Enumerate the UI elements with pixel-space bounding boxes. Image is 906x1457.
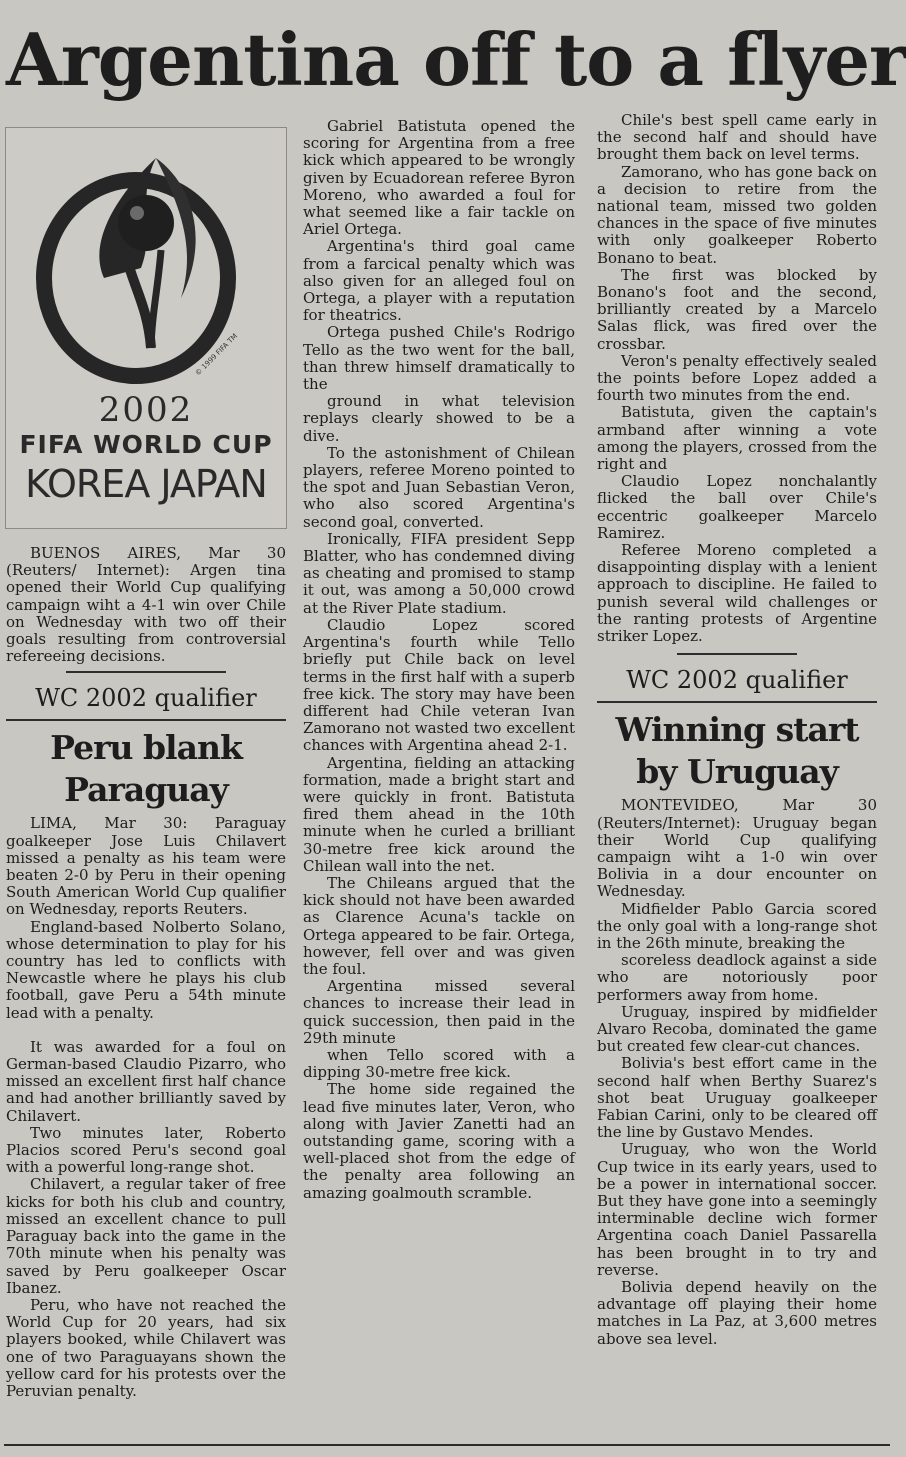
logo-name: FIFA WORLD CUP bbox=[19, 430, 273, 459]
peru-paragraph: Chilavert, a regular taker of free kicks for both his club and country, missed an excellent chance to pull Paraguay back into the game in the 70th minute when his penalty was saved by Peru goalkeeper Oscar Ibanez. bbox=[6, 1175, 286, 1297]
divider bbox=[597, 701, 877, 703]
peru-paragraph: It was awarded for a foul on German-based Claudio Pizarro, who missed an excellent first half chance and had another brilliantly saved by Chilavert. bbox=[6, 1037, 286, 1125]
world-cup-logo bbox=[5, 127, 287, 529]
main-story-paragraph: ground in what television replays clearly showed to be a dive. bbox=[303, 392, 575, 445]
main-story-paragraph: Gabriel Batistuta opened the scoring for Argentina from a free kick which appeared to be wrongly given by Ecuadorean referee Byron Moreno, who awarded a foul for what seemed like a fair tackle on Ariel Ortega. bbox=[303, 117, 575, 239]
uruguay-paragraph: MONTEVIDEO, Mar 30 (Reuters/Internet): Uruguay began their World Cup qualifying campaign wiht a 1-0 win over Bolivia in a dour encounter on Wednesday. bbox=[597, 796, 877, 901]
logo-year: 2002 bbox=[98, 390, 194, 430]
column-3 bbox=[597, 112, 877, 1348]
main-story-paragraph: To the astonishment of Chilean players, referee Moreno pointed to the spot and Juan Sebastian Veron, who also scored Argentina's second goal, converted. bbox=[303, 443, 575, 531]
uruguay-kicker: WC 2002 qualifier bbox=[626, 666, 848, 695]
main-story-paragraph: The home side regained the lead five minutes later, Veron, who along with Javier Zanetti had an outstanding game, scoring with a well-placed shot from the edge of the penalty area following an amazing goalmouth scramble. bbox=[303, 1080, 575, 1202]
main-story-paragraph: Chile's best spell came early in the second half and should have brought them back on level terms. bbox=[597, 111, 877, 164]
main-story-paragraph: Argentina, fielding an attacking formation, made a bright start and were quickly in front. Batistuta fired them ahead in the 10th minute when he curled a brilliant 30-metre free kick around the Chilean wall into the net. bbox=[303, 753, 575, 875]
logo-hosts: KOREA JAPAN bbox=[25, 462, 267, 506]
divider bbox=[66, 671, 226, 673]
main-story-paragraph: Referee Moreno completed a disappointing display with a lenient approach to discipline. He failed to punish several wild challenges or the ranting protests of Argentine striker Lopez. bbox=[597, 541, 877, 646]
divider bbox=[677, 653, 797, 655]
main-story-paragraph: Ironically, FIFA president Sepp Blatter, who has condemned diving as cheating and promised to stamp it out, was among a 50,000 crowd at the River Plate stadium. bbox=[303, 529, 575, 617]
uruguay-paragraph: scoreless deadlock against a side who are notoriously poor performers away from home. bbox=[597, 951, 877, 1004]
main-story-paragraph: Veron's penalty effectively sealed the points before Lopez added a fourth two minutes from the end. bbox=[597, 351, 877, 405]
uruguay-title: Winning start by Uruguay bbox=[615, 710, 859, 792]
peru-paragraph: Peru, who have not reached the World Cup for 20 years, had six players booked, while Chilavert was one of two Paraguayans shown the yellow card for his protests over the Peruvian penalty. bbox=[6, 1295, 286, 1400]
logo-copyright: © 1999 FIFA TM bbox=[193, 332, 240, 378]
main-story-paragraph: Batistuta, given the captain's armband after winning a vote among the players, crossed from the right and bbox=[597, 403, 877, 474]
headline: Argentina off to a flyer bbox=[6, 17, 906, 102]
main-story-paragraph: Zamorano, who has gone back on a decision to retire from the national team, missed two golden chances in the space of five minutes with only goalkeeper Roberto Bonano to beat. bbox=[597, 162, 877, 267]
main-story-paragraph: when Tello scored with a dipping 30-metre free kick. bbox=[303, 1045, 575, 1082]
peru-title: Peru blank Paraguay bbox=[50, 728, 242, 810]
main-story-paragraph: The first was blocked by Bonano's foot and the second, brilliantly created by a Marcelo Salas flick, was fired over the crossbar. bbox=[597, 265, 877, 353]
peru-paragraph: England-based Nolberto Solano, whose determination to play for his country has led to conflicts with Newcastle where he plays his club football, gave Peru a 54th minute lead with a penalty. bbox=[6, 917, 286, 1022]
main-story-paragraph: The Chileans argued that the kick should not have been awarded as Clarence Acuna's tackle on Ortega appeared to be fair. Ortega, however, fell over and was given the foul. bbox=[303, 873, 575, 978]
main-story-paragraph: Argentina's third goal came from a farcical penalty which was also given for an alleged foul on Ortega, a player with a reputation for theatrics. bbox=[303, 237, 575, 325]
main-story-paragraph: Ortega pushed Chile's Rodrigo Tello as the two went for the ball, than threw himself dramatically to the bbox=[303, 323, 575, 394]
uruguay-paragraph: Uruguay, inspired by midfielder Alvaro Recoba, dominated the game but created few clear-cut chances. bbox=[597, 1002, 877, 1056]
main-story-paragraph: Claudio Lopez scored Argentina's fourth while Tello briefly put Chile back on level terms in the first half with a superb free kick. The story may have been different had Chile veteran Ivan Zamorano not wasted two excellent chances with Argentina ahead 2-1. bbox=[303, 615, 575, 755]
main-story-paragraph: BUENOS AIRES, Mar 30 (Reuters/ Internet): Argen tina opened their World Cup qualifying campaign wiht a 4-1 win over Chile on Wednesday with two off their goals resulting from controversial refereeing decisions. bbox=[6, 544, 286, 666]
column-1 bbox=[6, 545, 286, 1400]
peru-kicker: WC 2002 qualifier bbox=[35, 684, 257, 713]
uruguay-paragraph: Uruguay, who won the World Cup twice in its early years, used to be a power in international soccer. But they have gone into a seemingly interminable decline wich former Argentina coach Daniel Passarella has been brought in to try and reverse. bbox=[597, 1140, 877, 1279]
uruguay-paragraph: Bolivia depend heavily on the advantage off playing their home matches in La Paz, at 3,600 metres above sea level. bbox=[597, 1277, 877, 1348]
divider bbox=[6, 719, 286, 721]
main-story-paragraph: Claudio Lopez nonchalantly flicked the ball over Chile's eccentric goalkeeper Marcelo Ramirez. bbox=[597, 472, 877, 542]
peru-paragraph: Two minutes later, Roberto Placios scored Peru's second goal with a powerful long-range shot. bbox=[6, 1123, 286, 1177]
column-2 bbox=[303, 118, 575, 1202]
uruguay-paragraph: Bolivia's best effort came in the second half when Berthy Suarez's shot beat Uruguay goalkeeper Fabian Carini, only to be cleared off the line by Gustavo Mendes. bbox=[597, 1054, 877, 1142]
uruguay-paragraph: Midfielder Pablo Garcia scored the only goal with a long-range shot in the 26th minute, breaking the bbox=[597, 899, 877, 952]
bottom-rule bbox=[4, 1444, 890, 1446]
peru-paragraph: LIMA, Mar 30: Paraguay goalkeeper Jose Luis Chilavert missed a penalty as his team were beaten 2-0 by Peru in their opening South American World Cup qualifier on Wednesday, reports Reuters. bbox=[6, 814, 286, 919]
main-story-paragraph: Argentina missed several chances to increase their lead in quick succession, then paid in the 29th minute bbox=[303, 977, 575, 1047]
